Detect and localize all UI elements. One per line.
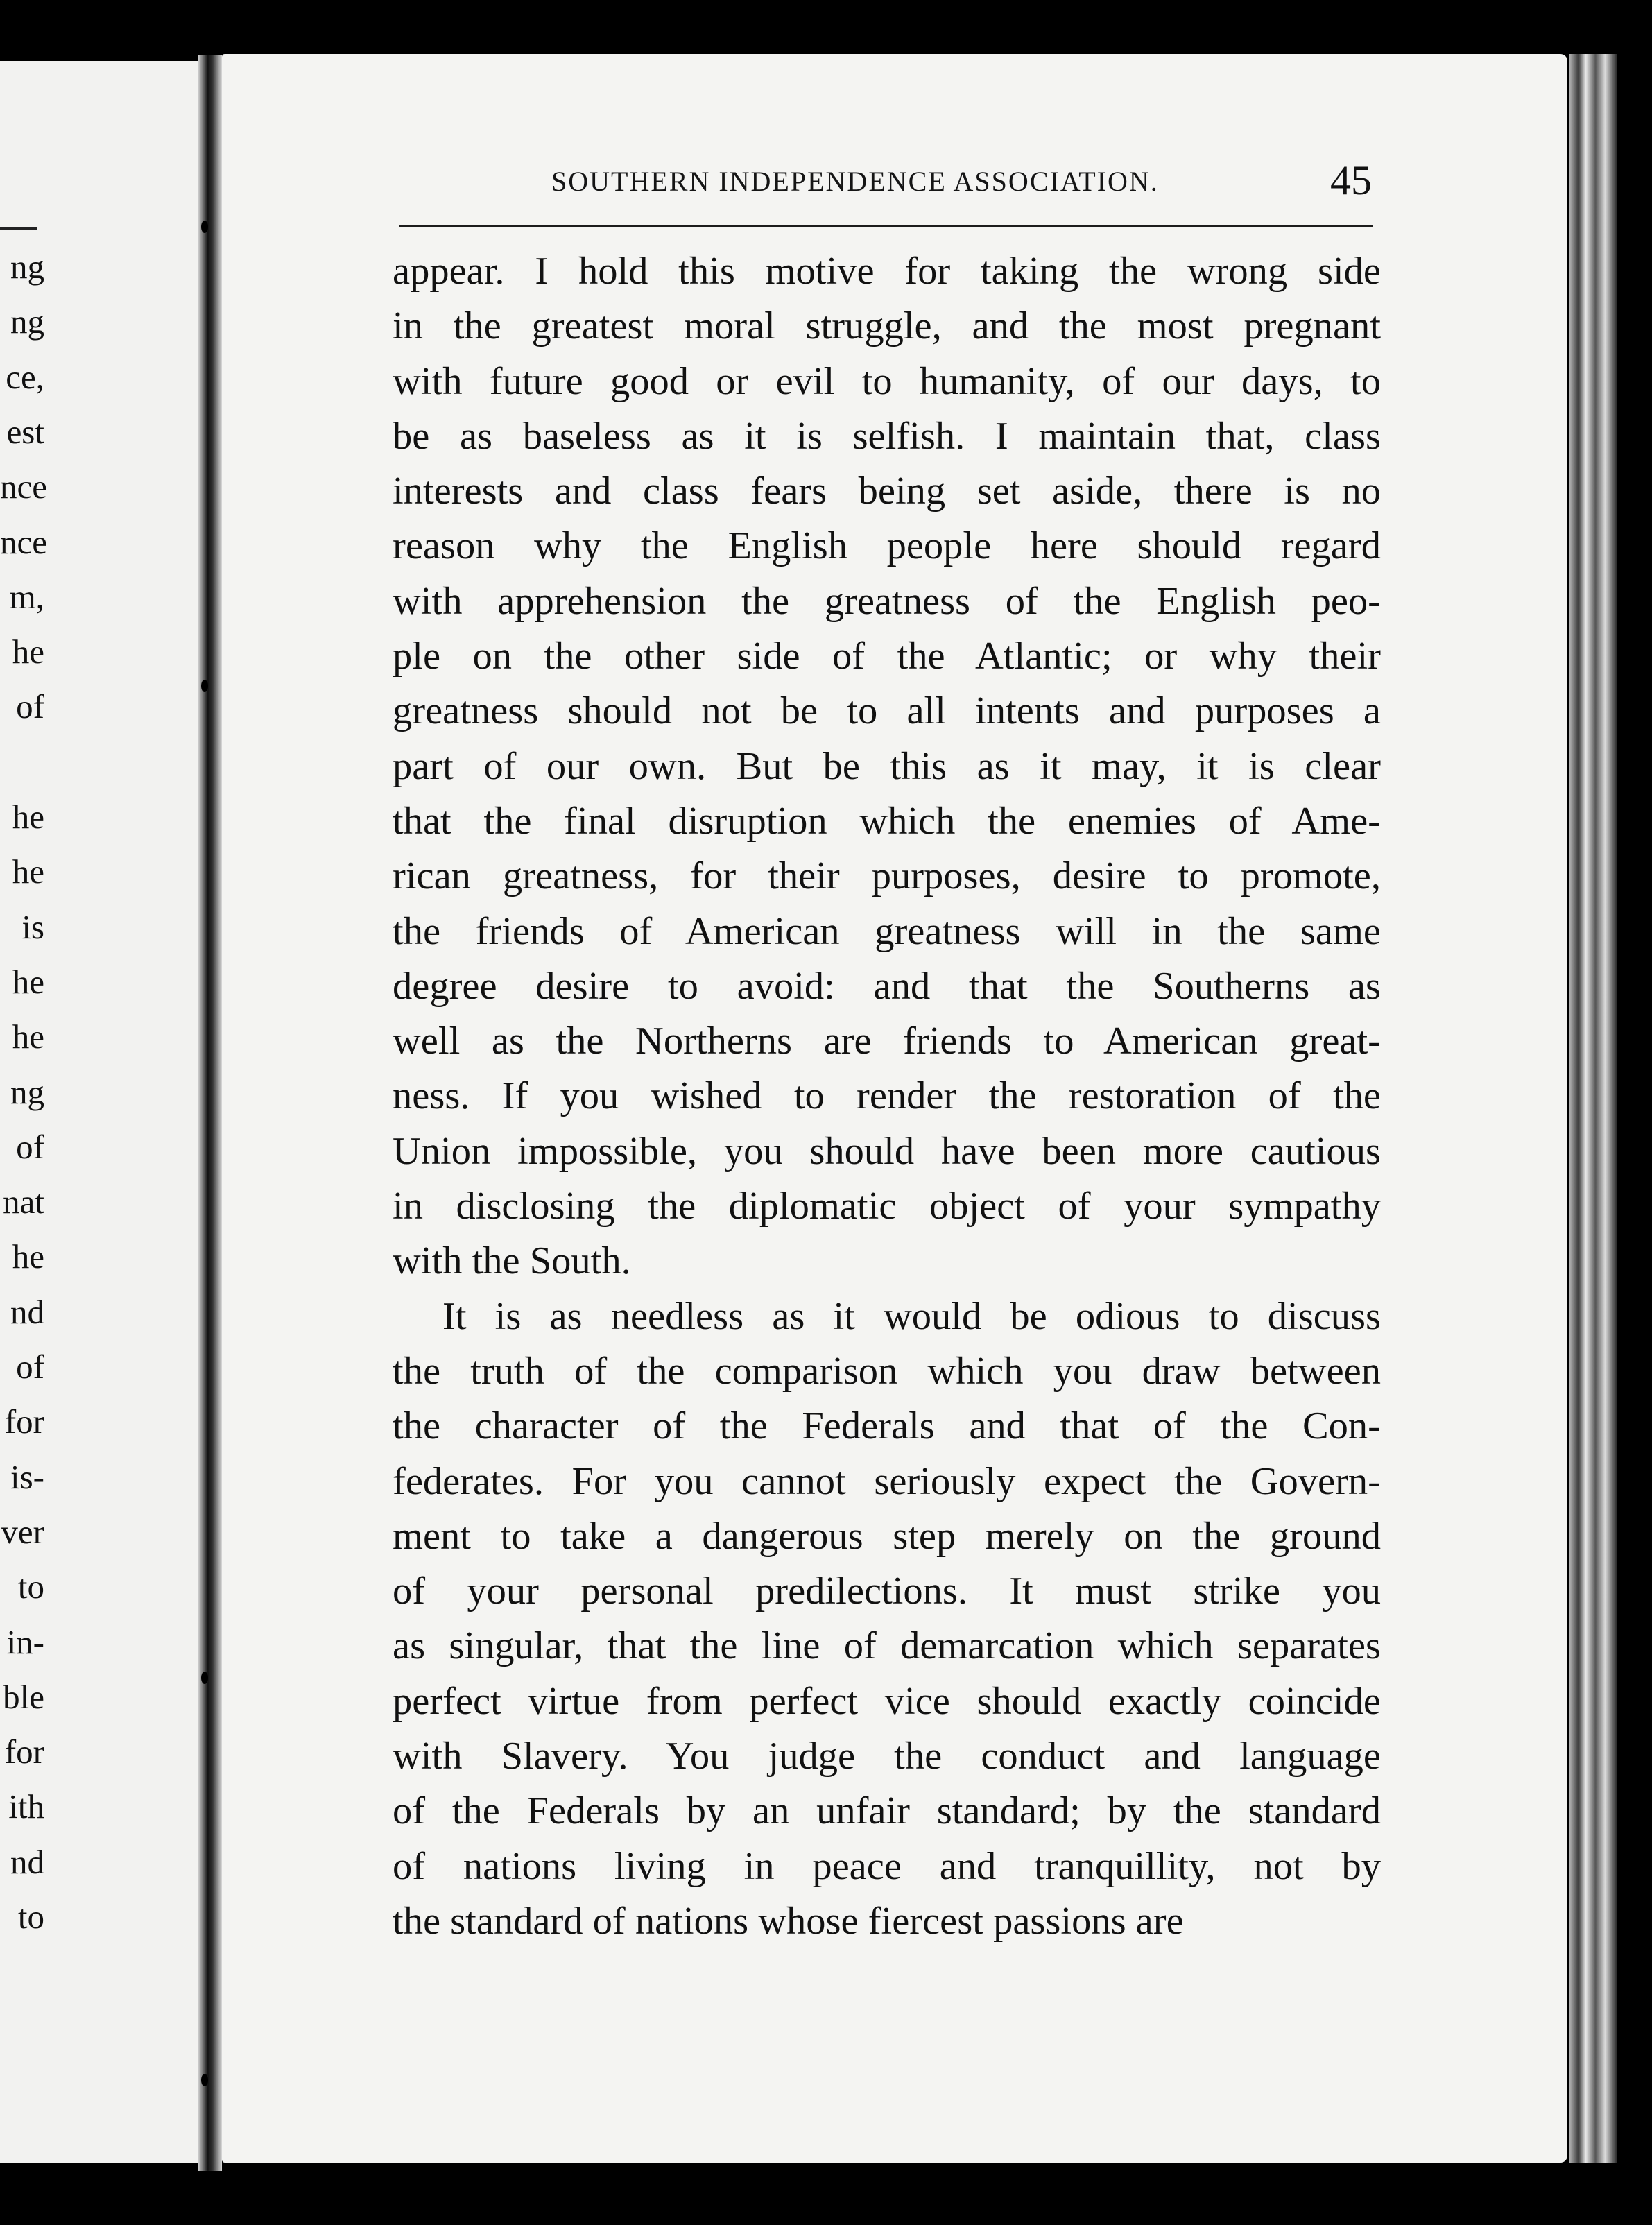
text-line: interests and class fears being set aside, there is no <box>393 470 1381 513</box>
running-head-rule <box>399 225 1373 227</box>
text-line: the character of the Federals and that of the Con- <box>393 1404 1381 1448</box>
left-page-fragment: ver <box>1 1512 44 1551</box>
text-line: with future good or evil to humanity, of our days, to <box>393 359 1381 403</box>
left-page-fragment: he <box>12 798 44 836</box>
text-line: well as the Northerns are friends to American great- <box>393 1020 1381 1063</box>
binding-thread-knot <box>201 221 208 233</box>
left-page-fragment: nd <box>10 1842 44 1881</box>
left-page-fragment: nce <box>0 522 47 561</box>
text-line: ness. If you wished to render the restoration of the <box>393 1074 1381 1118</box>
left-page-fragment: he <box>12 852 44 891</box>
left-page-fragment: ng <box>10 302 44 341</box>
left-page-fragment: of <box>16 687 44 726</box>
left-page-fragment: nce <box>0 467 47 506</box>
text-line: ple on the other side of the Atlantic; or why their <box>393 635 1381 678</box>
text-line: appear. I hold this motive for taking the wrong side <box>393 250 1381 293</box>
left-page-fragment: of <box>16 1348 44 1386</box>
text-line: be as baseless as it is selfish. I maintain that, class <box>393 414 1381 458</box>
text-line: of your personal predilections. It must strike you <box>393 1570 1381 1613</box>
left-page-fragment: is- <box>10 1457 44 1496</box>
text-line: rican greatness, for their purposes, desire to promote, <box>393 854 1381 898</box>
text-line: degree desire to avoid: and that the Southerns as <box>393 964 1381 1008</box>
left-page-rule <box>0 227 37 230</box>
left-page-fragment: ble <box>3 1677 44 1716</box>
page-edges <box>1569 54 1617 2163</box>
text-line: the standard of nations whose fiercest passions are <box>393 1899 1184 1943</box>
text-line: the truth of the comparison which you draw between <box>393 1349 1381 1393</box>
left-page-fragment: nd <box>10 1292 44 1331</box>
binding-thread-knot <box>201 1672 208 1684</box>
text-line: of nations living in peace and tranquillity, not by <box>393 1844 1381 1888</box>
binding-thread-knot <box>201 2074 208 2086</box>
left-page-fragment: m, <box>9 577 44 616</box>
text-line: that the final disruption which the enemies of Ame- <box>393 799 1381 843</box>
left-page-fragment: he <box>12 962 44 1001</box>
left-page-fragment: he <box>12 1237 44 1276</box>
left-facing-page <box>0 61 198 2163</box>
left-page-fragment: ce, <box>6 357 44 396</box>
running-head <box>388 157 1380 209</box>
text-line: ment to take a dangerous step merely on the ground <box>393 1514 1381 1558</box>
left-page-fragment: for <box>4 1402 44 1441</box>
text-line: part of our own. But be this as it may, it is clear <box>393 744 1381 788</box>
left-page-fragment: he <box>12 1017 44 1056</box>
text-line: with the South. <box>393 1239 631 1283</box>
left-page-fragment: ng <box>10 1072 44 1111</box>
text-line: with apprehension the greatness of the English peo- <box>393 579 1381 623</box>
text-line: with Slavery. You judge the conduct and language <box>393 1735 1381 1778</box>
text-line: It is as needless as it would be odious to discuss <box>442 1294 1381 1338</box>
left-page-fragment: est <box>6 412 44 451</box>
text-line: the friends of American greatness will in the same <box>393 909 1381 953</box>
text-line: federates. For you cannot seriously expect the Govern- <box>393 1459 1381 1503</box>
text-line: in the greatest moral struggle, and the most pregnant <box>393 304 1381 348</box>
text-line: Union impossible, you should have been more cautious <box>393 1129 1381 1173</box>
text-line: greatness should not be to all intents and purposes a <box>393 689 1381 733</box>
left-page-fragment: ng <box>10 248 44 286</box>
left-page-fragment: ith <box>8 1787 44 1826</box>
left-page-fragment: nat <box>3 1183 44 1221</box>
left-page-fragment: of <box>16 1127 44 1166</box>
text-line: as singular, that the line of demarcation which separates <box>393 1624 1381 1668</box>
body-text <box>393 244 1381 1949</box>
left-page-fragment: is <box>21 907 44 946</box>
left-page-fragment: to <box>17 1567 44 1606</box>
text-line: of the Federals by an unfair standard; by the standard <box>393 1789 1381 1833</box>
running-head-title: SOUTHERN INDEPENDENCE ASSOCIATION. <box>551 166 1159 197</box>
text-line: perfect virtue from perfect vice should exactly coincide <box>393 1679 1381 1723</box>
left-page-fragment: in- <box>6 1622 44 1661</box>
binding-thread-knot <box>201 680 208 692</box>
left-page-fragment: he <box>12 633 44 671</box>
page-number: 45 <box>1330 157 1372 203</box>
left-page-fragment: for <box>4 1733 44 1771</box>
text-line: reason why the English people here should regard <box>393 524 1381 568</box>
left-page-fragment: to <box>17 1898 44 1936</box>
text-line: in disclosing the diplomatic object of your sympathy <box>393 1185 1381 1228</box>
book-binding-gutter <box>198 55 222 2171</box>
